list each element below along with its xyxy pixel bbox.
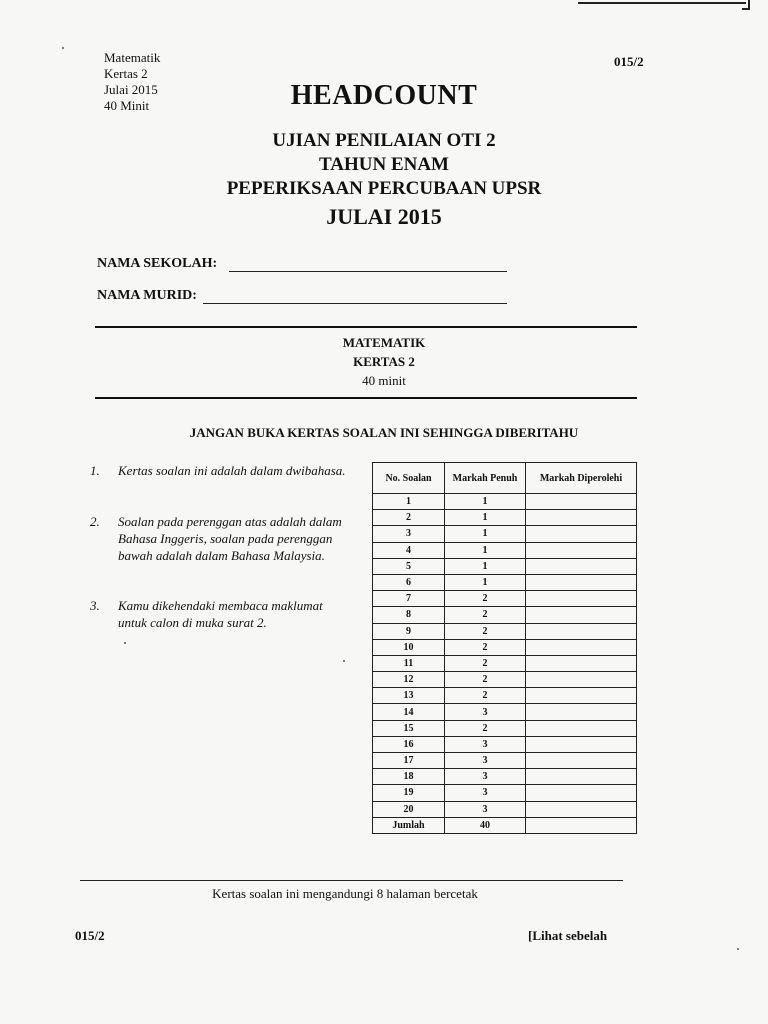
table-row	[373, 769, 637, 785]
marks-obtained-cell[interactable]	[526, 736, 637, 752]
question-number-cell: 14	[373, 704, 445, 720]
question-number-cell: 12	[373, 672, 445, 688]
scan-speck	[124, 642, 126, 644]
marks-table-body	[373, 494, 637, 818]
paper-code-bottom: 015/2	[75, 928, 105, 943]
subject-label: MATEMATIK	[342, 335, 426, 350]
total-label: Jumlah	[373, 817, 445, 833]
question-number-cell: 7	[373, 591, 445, 607]
student-name-field[interactable]	[203, 303, 507, 304]
scan-speck	[62, 47, 64, 49]
header-marks-obtained: Markah Diperolehi	[526, 463, 637, 494]
question-number-cell: 5	[373, 558, 445, 574]
question-number-cell: 11	[373, 655, 445, 671]
question-number-cell: 19	[373, 785, 445, 801]
paper-label: KERTAS 2	[353, 354, 415, 369]
table-row	[373, 785, 637, 801]
full-marks-cell: 3	[445, 801, 526, 817]
student-name-label: NAMA MURID:	[97, 288, 197, 303]
marks-obtained-cell[interactable]	[526, 591, 637, 607]
full-marks-cell: 1	[445, 510, 526, 526]
question-number-cell: 13	[373, 688, 445, 704]
marks-obtained-cell[interactable]	[526, 574, 637, 590]
meta-subject: Matematik	[104, 50, 161, 65]
question-number-cell: 17	[373, 753, 445, 769]
question-number-cell: 4	[373, 542, 445, 558]
question-number-cell: 20	[373, 801, 445, 817]
meta-paper: Kertas 2	[104, 66, 148, 81]
table-row	[373, 526, 637, 542]
full-marks-cell: 2	[445, 607, 526, 623]
full-marks-cell: 1	[445, 494, 526, 510]
marks-total-row	[373, 817, 637, 833]
header-full-marks: Markah Penuh	[445, 463, 526, 494]
full-marks-cell: 2	[445, 672, 526, 688]
full-marks-cell: 3	[445, 736, 526, 752]
scan-corner-mark	[742, 0, 750, 10]
instruction-number: 3.	[90, 598, 100, 613]
divider-top	[95, 326, 637, 328]
school-name-label: NAMA SEKOLAH:	[97, 256, 218, 271]
full-marks-cell: 2	[445, 720, 526, 736]
exam-year: TAHUN ENAM	[318, 154, 449, 175]
page-title: HEADCOUNT	[290, 80, 478, 111]
full-marks-cell: 2	[445, 623, 526, 639]
table-row	[373, 607, 637, 623]
exam-date: JULAI 2015	[326, 204, 442, 229]
marks-obtained-cell[interactable]	[526, 526, 637, 542]
paper-code-top: 015/2	[614, 54, 644, 69]
table-row	[373, 688, 637, 704]
duration-label: 40 minit	[362, 373, 406, 388]
marks-table	[372, 462, 637, 834]
marks-obtained-cell[interactable]	[526, 720, 637, 736]
marks-obtained-cell[interactable]	[526, 785, 637, 801]
full-marks-cell: 2	[445, 655, 526, 671]
question-number-cell: 9	[373, 623, 445, 639]
instruction-3	[90, 597, 360, 637]
table-row	[373, 542, 637, 558]
instruction-number: 2.	[90, 514, 100, 529]
marks-obtained-cell[interactable]	[526, 494, 637, 510]
marks-obtained-cell[interactable]	[526, 639, 637, 655]
header-question-no: No. Soalan	[373, 463, 445, 494]
marks-obtained-cell[interactable]	[526, 753, 637, 769]
marks-obtained-cell[interactable]	[526, 623, 637, 639]
total-value: 40	[445, 817, 526, 833]
instruction-2	[90, 513, 360, 583]
full-marks-cell: 2	[445, 688, 526, 704]
school-name-field[interactable]	[229, 271, 507, 272]
question-number-cell: 2	[373, 510, 445, 526]
total-obtained-cell[interactable]	[526, 817, 637, 833]
instruction-number: 1.	[90, 463, 100, 478]
exam-name: UJIAN PENILAIAN OTI 2	[272, 130, 496, 151]
marks-table-header	[373, 463, 637, 494]
full-marks-cell: 1	[445, 574, 526, 590]
page-count-note: Kertas soalan ini mengandungi 8 halaman bercetak	[212, 886, 478, 901]
scan-edge-line	[578, 2, 746, 4]
next-page-note: [Lihat sebelah	[528, 928, 608, 943]
scan-speck	[737, 948, 739, 950]
question-number-cell: 18	[373, 769, 445, 785]
full-marks-cell: 3	[445, 753, 526, 769]
table-row	[373, 672, 637, 688]
footer-divider	[80, 880, 623, 881]
marks-obtained-cell[interactable]	[526, 558, 637, 574]
instruction-text: Soalan pada perenggan atas adalah dalam Bahasa Inggeris, soalan pada perenggan bawah adalah dalam Bahasa Malaysia.	[118, 514, 342, 563]
table-row	[373, 801, 637, 817]
table-row	[373, 574, 637, 590]
table-row	[373, 558, 637, 574]
table-row	[373, 591, 637, 607]
do-not-open-warning: JANGAN BUKA KERTAS SOALAN INI SEHINGGA DIBERITAHU	[189, 425, 579, 440]
question-number-cell: 1	[373, 494, 445, 510]
table-row	[373, 720, 637, 736]
table-row	[373, 623, 637, 639]
table-row	[373, 753, 637, 769]
marks-obtained-cell[interactable]	[526, 510, 637, 526]
table-row	[373, 736, 637, 752]
marks-obtained-cell[interactable]	[526, 542, 637, 558]
question-number-cell: 15	[373, 720, 445, 736]
table-row	[373, 510, 637, 526]
marks-obtained-cell[interactable]	[526, 607, 637, 623]
marks-obtained-cell[interactable]	[526, 655, 637, 671]
full-marks-cell: 1	[445, 542, 526, 558]
marks-obtained-cell[interactable]	[526, 688, 637, 704]
table-row	[373, 494, 637, 510]
table-row	[373, 704, 637, 720]
marks-obtained-cell[interactable]	[526, 801, 637, 817]
question-number-cell: 3	[373, 526, 445, 542]
instruction-text: Kertas soalan ini adalah dalam dwibahasa.	[118, 463, 346, 478]
table-row	[373, 639, 637, 655]
full-marks-cell: 3	[445, 769, 526, 785]
full-marks-cell: 1	[445, 558, 526, 574]
marks-obtained-cell[interactable]	[526, 672, 637, 688]
full-marks-cell: 3	[445, 785, 526, 801]
question-number-cell: 10	[373, 639, 445, 655]
scan-speck	[343, 660, 345, 662]
full-marks-cell: 3	[445, 704, 526, 720]
table-row	[373, 655, 637, 671]
marks-obtained-cell[interactable]	[526, 704, 637, 720]
meta-date: Julai 2015	[104, 82, 158, 97]
full-marks-cell: 1	[445, 526, 526, 542]
question-number-cell: 8	[373, 607, 445, 623]
question-number-cell: 16	[373, 736, 445, 752]
divider-bottom	[95, 397, 637, 399]
full-marks-cell: 2	[445, 591, 526, 607]
instruction-text: Kamu dikehendaki membaca maklumat untuk calon di muka surat 2.	[118, 598, 323, 630]
meta-duration: 40 Minit	[104, 98, 150, 113]
marks-obtained-cell[interactable]	[526, 769, 637, 785]
instruction-1	[90, 462, 360, 502]
question-number-cell: 6	[373, 574, 445, 590]
full-marks-cell: 2	[445, 639, 526, 655]
exam-type: PEPERIKSAAN PERCUBAAN UPSR	[226, 178, 542, 199]
